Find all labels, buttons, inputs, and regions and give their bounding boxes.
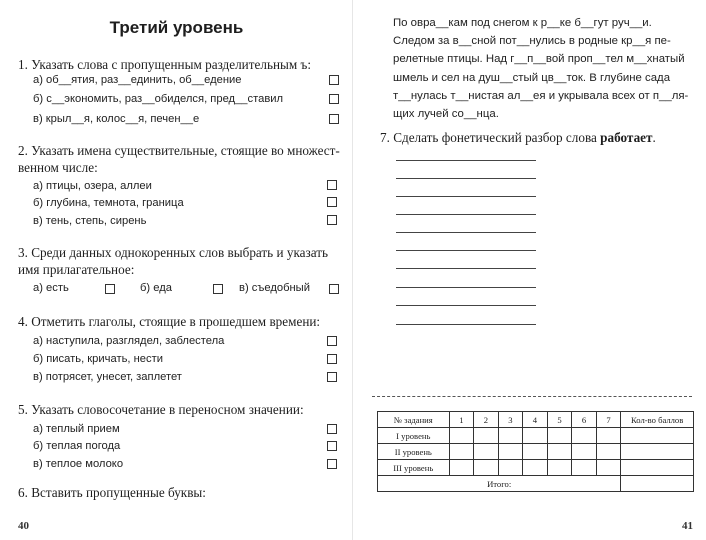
score-cell[interactable] bbox=[596, 460, 621, 476]
q5-checkbox-b[interactable] bbox=[327, 441, 337, 451]
question-2-line-2: венном числе: bbox=[18, 160, 98, 175]
page-number-right: 41 bbox=[682, 520, 693, 532]
score-cell[interactable] bbox=[449, 460, 474, 476]
answer-line[interactable] bbox=[396, 287, 536, 288]
answer-line[interactable] bbox=[396, 196, 536, 197]
q3-option-b: б) еда bbox=[140, 282, 172, 294]
answer-line[interactable] bbox=[396, 178, 536, 179]
question-5: 5. Указать словосочетание в переносном значении: bbox=[18, 402, 304, 417]
score-cell[interactable] bbox=[523, 460, 548, 476]
q3-options-row bbox=[33, 282, 343, 298]
answer-line[interactable] bbox=[396, 232, 536, 233]
q2-option-c: в) тень, степь, сирень bbox=[33, 215, 147, 227]
score-cell[interactable] bbox=[474, 460, 499, 476]
text-line-2: Следом за в__сной пот__нулись в родные кр__я пе- bbox=[393, 35, 671, 48]
score-cell[interactable] bbox=[547, 460, 572, 476]
q3-option-c: в) съедобный bbox=[239, 282, 310, 294]
text-line-5: т__нулась т__нистая ал__ея и укрывала всех от п__ля- bbox=[393, 89, 689, 102]
answer-line[interactable] bbox=[396, 250, 536, 251]
page-title: Третий уровень bbox=[109, 18, 244, 37]
answer-line[interactable] bbox=[396, 324, 536, 325]
total-label: Итого: bbox=[378, 476, 621, 492]
points-header: Кол-во баллов bbox=[621, 412, 694, 428]
q1-checkbox-a[interactable] bbox=[329, 75, 339, 85]
score-cell[interactable] bbox=[449, 428, 474, 444]
text-line-4: шмель и сел на душ__стый цв__ток. В глубине сада bbox=[393, 71, 671, 84]
score-cell[interactable] bbox=[523, 444, 548, 460]
level-label: I уровень bbox=[378, 428, 450, 444]
q3-checkbox-b[interactable] bbox=[213, 284, 223, 294]
task-number-cell: 3 bbox=[498, 412, 523, 428]
score-cell[interactable] bbox=[498, 428, 523, 444]
q1-checkbox-b[interactable] bbox=[329, 94, 339, 104]
q4-checkbox-a[interactable] bbox=[327, 336, 337, 346]
question-7 bbox=[380, 130, 700, 146]
score-header-row bbox=[378, 412, 694, 428]
q2-checkbox-c[interactable] bbox=[327, 215, 337, 225]
score-cell[interactable] bbox=[547, 444, 572, 460]
q2-checkbox-a[interactable] bbox=[327, 180, 337, 190]
points-cell[interactable] bbox=[621, 460, 694, 476]
task-number-cell: 4 bbox=[523, 412, 548, 428]
q4-option-c: в) потрясет, унесет, заплетет bbox=[33, 371, 182, 383]
score-row bbox=[378, 460, 694, 476]
score-cell[interactable] bbox=[572, 428, 597, 444]
score-cell[interactable] bbox=[474, 428, 499, 444]
score-row bbox=[378, 444, 694, 460]
text-line-1: По овра__кам под снегом к р__ке б__гут руч__и. bbox=[393, 17, 652, 29]
q1-checkbox-c[interactable] bbox=[329, 114, 339, 124]
question-4: 4. Отметить глаголы, стоящие в прошедшем времени: bbox=[18, 314, 321, 329]
task-number-cell: 5 bbox=[547, 412, 572, 428]
question-1: 1. Указать слова с пропущенным разделительным ъ: bbox=[18, 57, 311, 72]
answer-line[interactable] bbox=[396, 305, 536, 306]
question-7-prefix: 7. Сделать фонетический разбор слова bbox=[380, 130, 601, 145]
score-table bbox=[377, 411, 694, 492]
total-row bbox=[378, 476, 694, 492]
q2-option-b: б) глубина, темнота, граница bbox=[33, 197, 184, 209]
level-label: II уровень bbox=[378, 444, 450, 460]
q5-option-c: в) теплое молоко bbox=[33, 458, 124, 470]
score-cell[interactable] bbox=[449, 444, 474, 460]
question-7-suffix: . bbox=[652, 130, 656, 145]
question-3 bbox=[18, 244, 348, 278]
score-cell[interactable] bbox=[572, 460, 597, 476]
question-2-line-1: 2. Указать имена существительные, стоящие во множест- bbox=[18, 143, 340, 158]
task-number-header: № задания bbox=[378, 412, 450, 428]
q4-checkbox-c[interactable] bbox=[327, 372, 337, 382]
question-7-word: работает bbox=[600, 130, 653, 145]
q5-checkbox-c[interactable] bbox=[327, 459, 337, 469]
q1-option-b: б) с__экономить, раз__обиделся, пред__ставил bbox=[33, 93, 284, 105]
q3-checkbox-a[interactable] bbox=[105, 284, 115, 294]
score-cell[interactable] bbox=[498, 460, 523, 476]
total-cell[interactable] bbox=[621, 476, 694, 492]
question-6: 6. Вставить пропущенные буквы: bbox=[18, 485, 206, 500]
q5-option-b: б) теплая погода bbox=[33, 440, 121, 452]
answer-line[interactable] bbox=[396, 268, 536, 269]
task-number-cell: 7 bbox=[596, 412, 621, 428]
q1-option-a: а) об__ятия, раз__единить, об__едение bbox=[33, 74, 242, 86]
exercise-text bbox=[393, 14, 693, 123]
task-number-cell: 2 bbox=[474, 412, 499, 428]
q2-option-a: а) птицы, озера, аллеи bbox=[33, 180, 152, 192]
q4-option-a: а) наступила, разглядел, заблестела bbox=[33, 335, 225, 347]
text-line-3: релетные птицы. Над г__п__вой проп__тел м__хнатый bbox=[393, 53, 685, 66]
question-3-line-1: 3. Среди данных однокоренных слов выбрать и указать bbox=[18, 245, 329, 260]
score-cell[interactable] bbox=[596, 444, 621, 460]
q5-checkbox-a[interactable] bbox=[327, 424, 337, 434]
question-2 bbox=[18, 142, 348, 176]
task-number-cell: 6 bbox=[572, 412, 597, 428]
question-3-line-2: имя прилагательное: bbox=[18, 262, 135, 277]
q4-checkbox-b[interactable] bbox=[327, 354, 337, 364]
q4-option-b: б) писать, кричать, нести bbox=[33, 353, 163, 365]
points-cell[interactable] bbox=[621, 444, 694, 460]
q2-checkbox-b[interactable] bbox=[327, 197, 337, 207]
score-cell[interactable] bbox=[547, 428, 572, 444]
q1-option-c: в) крыл__я, колос__я, печен__е bbox=[33, 113, 200, 125]
page-number-left: 40 bbox=[18, 520, 29, 532]
task-number-cell: 1 bbox=[449, 412, 474, 428]
q3-checkbox-c[interactable] bbox=[329, 284, 339, 294]
score-cell[interactable] bbox=[596, 428, 621, 444]
answer-line[interactable] bbox=[396, 214, 536, 215]
points-cell[interactable] bbox=[621, 428, 694, 444]
text-line-6: щих лучей со__нца. bbox=[393, 108, 499, 121]
cut-line bbox=[372, 396, 692, 397]
level-label: III уровень bbox=[378, 460, 450, 476]
score-cell[interactable] bbox=[572, 444, 597, 460]
answer-line[interactable] bbox=[396, 160, 536, 161]
score-row bbox=[378, 428, 694, 444]
score-cell[interactable] bbox=[474, 444, 499, 460]
q3-option-a: а) есть bbox=[33, 282, 69, 294]
q5-option-a: а) теплый прием bbox=[33, 423, 120, 435]
score-cell[interactable] bbox=[523, 428, 548, 444]
score-cell[interactable] bbox=[498, 444, 523, 460]
